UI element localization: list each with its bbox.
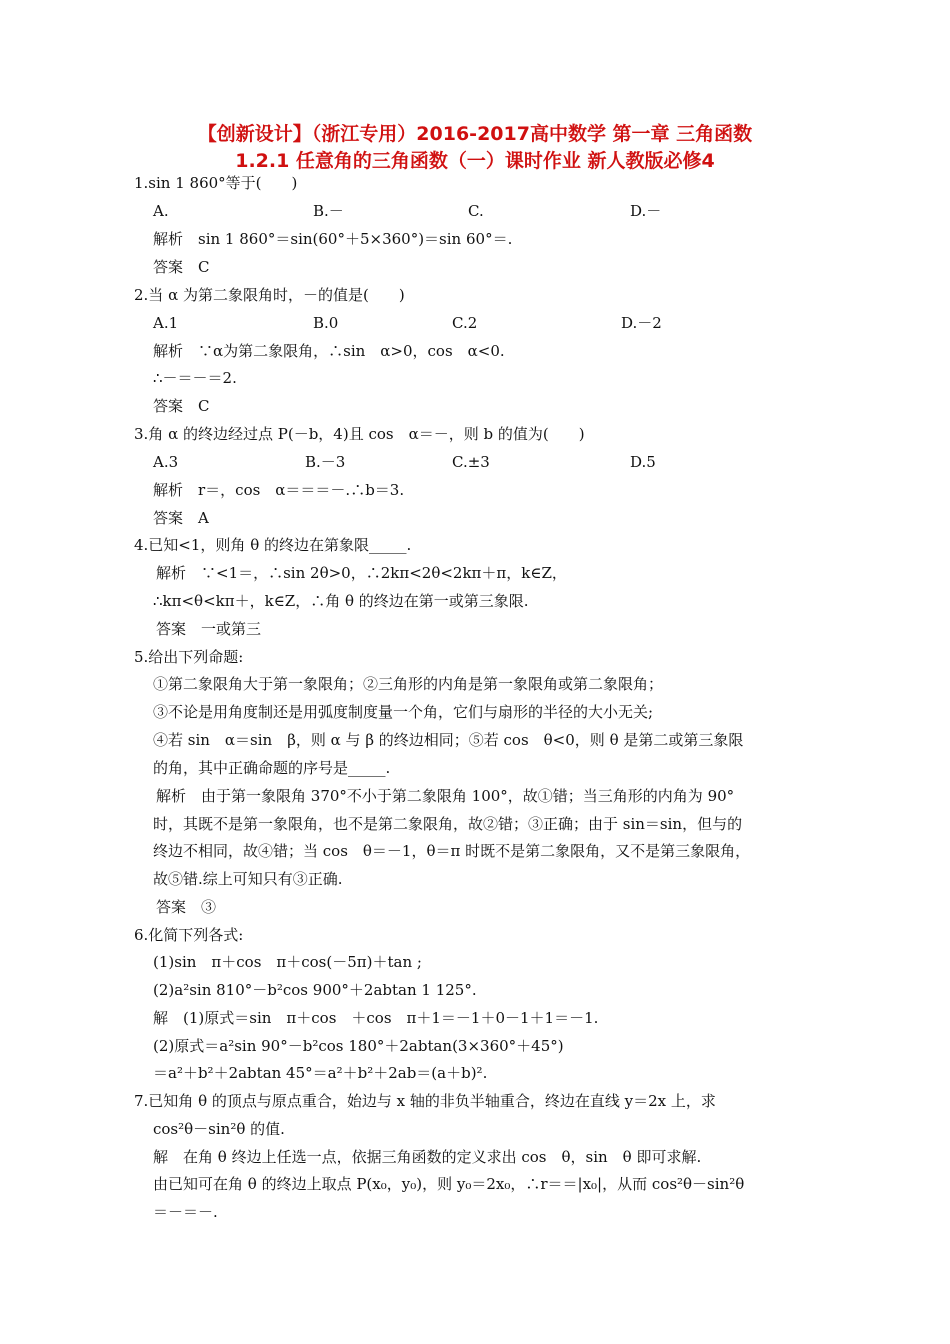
q5-proposition-line-2: ③不论是用角度制还是用弧度制度量一个角，它们与扇形的半径的大小无关;	[153, 703, 654, 721]
q1-option-a: A.	[153, 202, 169, 220]
q1-answer: 答案 C	[153, 258, 210, 276]
q1-option-c: C.	[468, 202, 484, 220]
q3-analysis: 解析 r＝，cos α＝＝＝－.∴b＝3.	[153, 481, 405, 499]
q7-solution-line-2: 由已知可在角 θ 的终边上取点 P(x₀，y₀)，则 y₀＝2x₀，∴r＝＝|x₀|，从而 cos²θ－sin²θ	[153, 1175, 745, 1193]
q5-proposition-line-1: ①第二象限角大于第一象限角；②三角形的内角是第一象限角或第二象限角；	[153, 675, 664, 693]
q3-option-a: A.3	[153, 453, 179, 471]
document-title-line-1: 【创新设计】（浙江专用）2016-2017高中数学 第一章 三角函数	[197, 123, 753, 145]
q5-analysis-line-3: 终边不相同，故④错；当 cos θ＝－1，θ＝π 时既不是第二象限角，又不是第三象限角，	[153, 842, 751, 860]
q3-stem: 3.角 α 的终边经过点 P(－b，4)且 cos α＝－，则 b 的值为( )	[134, 425, 585, 443]
q6-stem: 6.化简下列各式:	[134, 926, 244, 944]
q5-proposition-line-4: 的角，其中正确命题的序号是_____.	[153, 759, 391, 777]
q1-stem: 1.sin 1 860°等于( )	[134, 174, 298, 192]
q6-solution-line-3: ＝a²＋b²＋2abtan 45°＝a²＋b²＋2ab＝(a＋b)².	[153, 1064, 488, 1082]
q7-stem: 7.已知角 θ 的顶点与原点重合，始边与 x 轴的非负半轴重合，终边在直线 y＝2x 上，求	[134, 1092, 716, 1110]
q7-solution-line-3: ＝－＝－.	[153, 1203, 218, 1221]
q5-answer: 答案 ③	[156, 898, 217, 916]
q3-option-c: C.±3	[452, 453, 490, 471]
q2-option-d: D.－2	[621, 314, 662, 332]
q1-option-d: D.－	[630, 202, 662, 220]
q5-stem: 5.给出下列命题:	[134, 648, 244, 666]
q2-option-b: B.0	[313, 314, 339, 332]
q6-solution-line-2: (2)原式＝a²sin 90°－b²cos 180°＋2abtan(3×360°＋45°)	[153, 1037, 564, 1055]
q4-stem: 4.已知<1，则角 θ 的终边在第象限_____.	[134, 536, 412, 554]
q5-analysis-line-2: 时，其既不是第一象限角，也不是第二象限角，故②错；③正确；由于 sin＝sin，但与的	[153, 815, 743, 833]
q5-analysis-line-1: 解析 由于第一象限角 370°不小于第二象限角 100°，故①错；当三角形的内角为 90°	[156, 787, 735, 805]
q1-option-b: B.－	[313, 202, 344, 220]
q2-option-c: C.2	[452, 314, 478, 332]
q6-solution-line-1: 解 (1)原式＝sin π＋cos ＋cos π＋1＝－1＋0－1＋1＝－1.	[153, 1009, 599, 1027]
q2-option-a: A.1	[153, 314, 179, 332]
document-title-line-2: 1.2.1 任意角的三角函数（一）课时作业 新人教版必修4	[235, 150, 715, 172]
q7-solution-line-1: 解 在角 θ 终边上任选一点，依据三角函数的定义求出 cos θ，sin θ 即可求解.	[153, 1148, 702, 1166]
q3-answer: 答案 A	[153, 509, 209, 527]
q5-analysis-line-4: 故⑤错.综上可知只有③正确.	[153, 870, 343, 888]
q2-answer: 答案 C	[153, 397, 210, 415]
q7-stem-2: cos²θ－sin²θ 的值.	[153, 1120, 285, 1138]
q4-answer: 答案 一或第三	[156, 620, 262, 638]
q2-analysis: 解析 ∵α为第二象限角，∴sin α>0，cos α<0.	[153, 342, 505, 360]
q6-part-1: (1)sin π＋cos π＋cos(－5π)＋tan ;	[153, 953, 422, 971]
q1-analysis: 解析 sin 1 860°＝sin(60°＋5×360°)＝sin 60°＝.	[153, 230, 513, 248]
q3-option-b: B.－3	[305, 453, 346, 471]
q3-option-d: D.5	[630, 453, 656, 471]
q5-proposition-line-3: ④若 sin α＝sin β，则 α 与 β 的终边相同；⑤若 cos θ<0，则 θ 是第二或第三象限	[153, 731, 744, 749]
q4-analysis-2: ∴kπ<θ<kπ＋，k∈Z，∴角 θ 的终边在第一或第三象限.	[153, 592, 529, 610]
q2-stem: 2.当 α 为第二象限角时，－的值是( )	[134, 286, 405, 304]
q6-part-2: (2)a²sin 810°－b²cos 900°＋2abtan 1 125°.	[153, 981, 477, 999]
q2-analysis-2: ∴－＝－＝2.	[153, 369, 237, 387]
q4-analysis: 解析 ∵<1＝，∴sin 2θ>0，∴2kπ<2θ<2kπ＋π，k∈Z，	[156, 564, 567, 582]
